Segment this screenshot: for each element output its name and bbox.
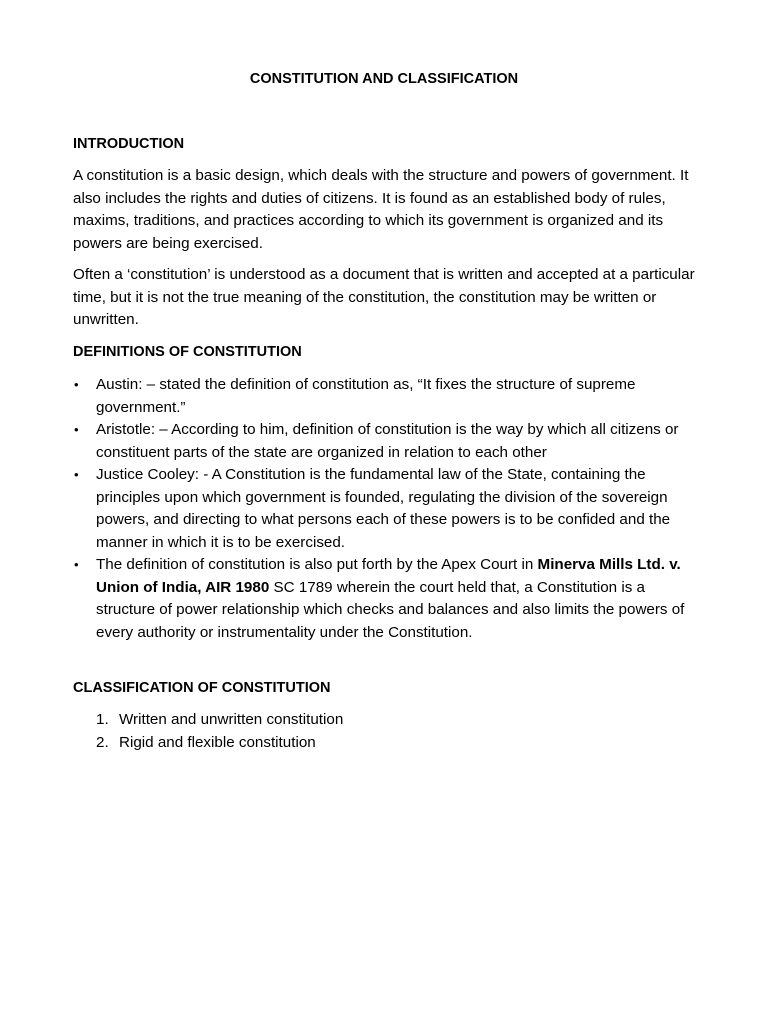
definition-item-aristotle [73, 419, 695, 464]
definition-item-cooley [73, 464, 695, 554]
bullet-icon: • [74, 557, 79, 572]
definition-item-minerva-mills [73, 554, 695, 644]
classification-item [73, 732, 695, 755]
classification-list [73, 709, 695, 754]
bullet-icon: • [74, 467, 79, 482]
item-text: Rigid and flexible constitution [119, 733, 316, 751]
bullet-icon: • [74, 377, 79, 392]
introduction-paragraph-2: Often a ‘constitution’ is understood as a document that is written and accepted at a particular time, but it is not the true meaning of the constitution, the constitution may be written or unwritten. [73, 266, 695, 328]
introduction-heading: INTRODUCTION [73, 136, 185, 152]
classification-item [73, 709, 695, 732]
definition-text-after: SC 1789 wherein the court held that, a Constitution is a structure of power relationship which checks and balances and also limits the powers of every authority or instrumentality under the Constitution. [96, 578, 685, 641]
definition-item-austin [73, 374, 695, 419]
document-title: CONSTITUTION AND CLASSIFICATION [249, 71, 519, 87]
bullet-icon: • [74, 422, 79, 437]
classification-heading: CLASSIFICATION OF CONSTITUTION [73, 680, 331, 696]
definition-text: Justice Cooley: - A Constitution is the fundamental law of the State, containing the principles upon which government is founded, regulating the division of the sovereign powers, and directing to what persons each of these powers is to be confided and the manner in which it is to be exercised. [96, 466, 671, 551]
case-citation: Minerva Mills Ltd. v. Union of India, AIR 1980 [96, 556, 681, 596]
definition-text: Aristotle: – According to him, definition of constitution is the way by which all citizens or constituent parts of the state are organized in relation to each other [96, 421, 679, 461]
item-text: Written and unwritten constitution [119, 711, 344, 728]
definition-text: Austin: – stated the definition of constitution as, “It fixes the structure of supreme government.” [96, 376, 636, 416]
introduction-paragraph-1: A constitution is a basic design, which deals with the structure and powers of government. It also includes the rights and duties of citizens. It is found as an established body of rules, maxims, traditions, and practices according to which its government is organized and its powers are being exercised. [73, 167, 689, 252]
item-number: 2. [96, 733, 109, 751]
definitions-heading: DEFINITIONS OF CONSTITUTION [73, 344, 302, 360]
definitions-list [73, 374, 695, 644]
definition-text-before: The definition of constitution is also put forth by the Apex Court in [96, 556, 538, 573]
item-number: 1. [96, 711, 109, 728]
document-page [73, 0, 695, 1024]
